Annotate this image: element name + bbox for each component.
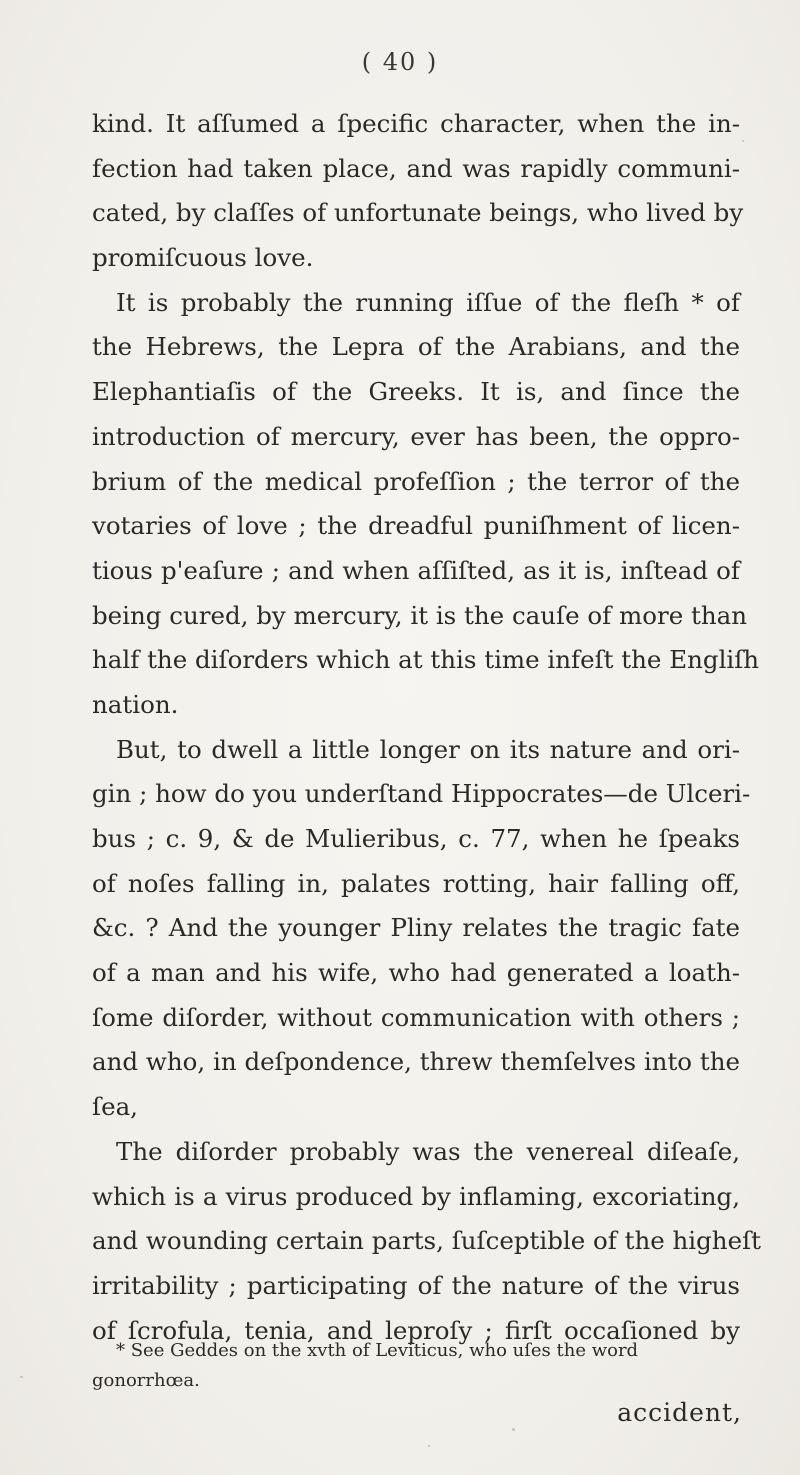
text-line: ſome diſorder, without communication with others ; <box>92 1002 740 1032</box>
text-line: of a man and his wife, who had generated a loath- <box>92 958 740 988</box>
text-line: of ſcrofula, tenia, and leproſy ; firſt occaſioned by <box>92 1315 740 1345</box>
text-line: &c. ? And the younger Pliny relates the tragic fate <box>92 913 740 943</box>
text-line: It is probably the running iſſue of the fleſh * of <box>116 287 740 317</box>
paper-speck <box>428 1445 430 1447</box>
text-line: votaries of love ; the dreadful puniſhment of licen- <box>92 511 740 541</box>
page-number: ( 40 ) <box>361 48 439 76</box>
text-line: ſea, <box>92 1092 138 1122</box>
footnote <box>92 1336 740 1396</box>
footnote-line: gonorrhœa. <box>92 1370 200 1391</box>
text-line: and wounding certain parts, ſuſceptible of the higheſt <box>92 1226 762 1256</box>
body-text <box>92 102 762 1353</box>
paper-speck <box>742 140 744 142</box>
text-line: the Hebrews, the Lepra of the Arabians, and the <box>92 332 740 362</box>
catchword: accident, <box>617 1398 742 1427</box>
text-line: brium of the medical profeſſion ; the terror of the <box>92 466 740 496</box>
text-line: of noſes falling in, palates rotting, hair falling off, <box>92 868 740 898</box>
text-line: kind. It aſſumed a ſpecific character, when the in- <box>92 109 740 138</box>
text-line: But, to dwell a little longer on its nature and ori- <box>116 734 740 764</box>
text-line: cated, by claſſes of unfortunate beings, who lived by <box>92 198 744 228</box>
text-line: The diſorder probably was the venereal diſeaſe, <box>116 1136 740 1166</box>
text-line: irritability ; participating of the nature of the virus <box>92 1270 740 1300</box>
text-line: half the diſorders which at this time infeſt the Engliſh <box>92 645 760 675</box>
text-line: gin ; how do you underſtand Hippocrates—de Ulceri- <box>92 779 751 809</box>
footnote-line: * See Geddes on the xvth of Leviticus, who uſes the word <box>116 1340 639 1361</box>
text-line: being cured, by mercury, it is the cauſe of more than <box>92 600 748 630</box>
text-line: nation. <box>92 689 179 719</box>
paper-speck <box>512 1428 515 1431</box>
text-line: fection had taken place, and was rapidly communi- <box>92 153 740 183</box>
text-line: tious p'eaſure ; and when aſſiſted, as it is, inſtead of <box>92 555 740 585</box>
text-line: and who, in deſpondence, threw themſelves into the <box>92 1047 740 1077</box>
paper-speck <box>20 1376 23 1378</box>
text-line: which is a virus produced by inflaming, excoriating, <box>92 1181 740 1211</box>
text-line: promiſcuous love. <box>92 243 314 273</box>
text-line: bus ; c. 9, & de Mulieribus, c. 77, when he ſpeaks <box>92 824 740 853</box>
text-line: Elephantiaſis of the Greeks. It is, and ſince the <box>92 377 740 407</box>
text-line: introduction of mercury, ever has been, the oppro- <box>92 421 740 451</box>
